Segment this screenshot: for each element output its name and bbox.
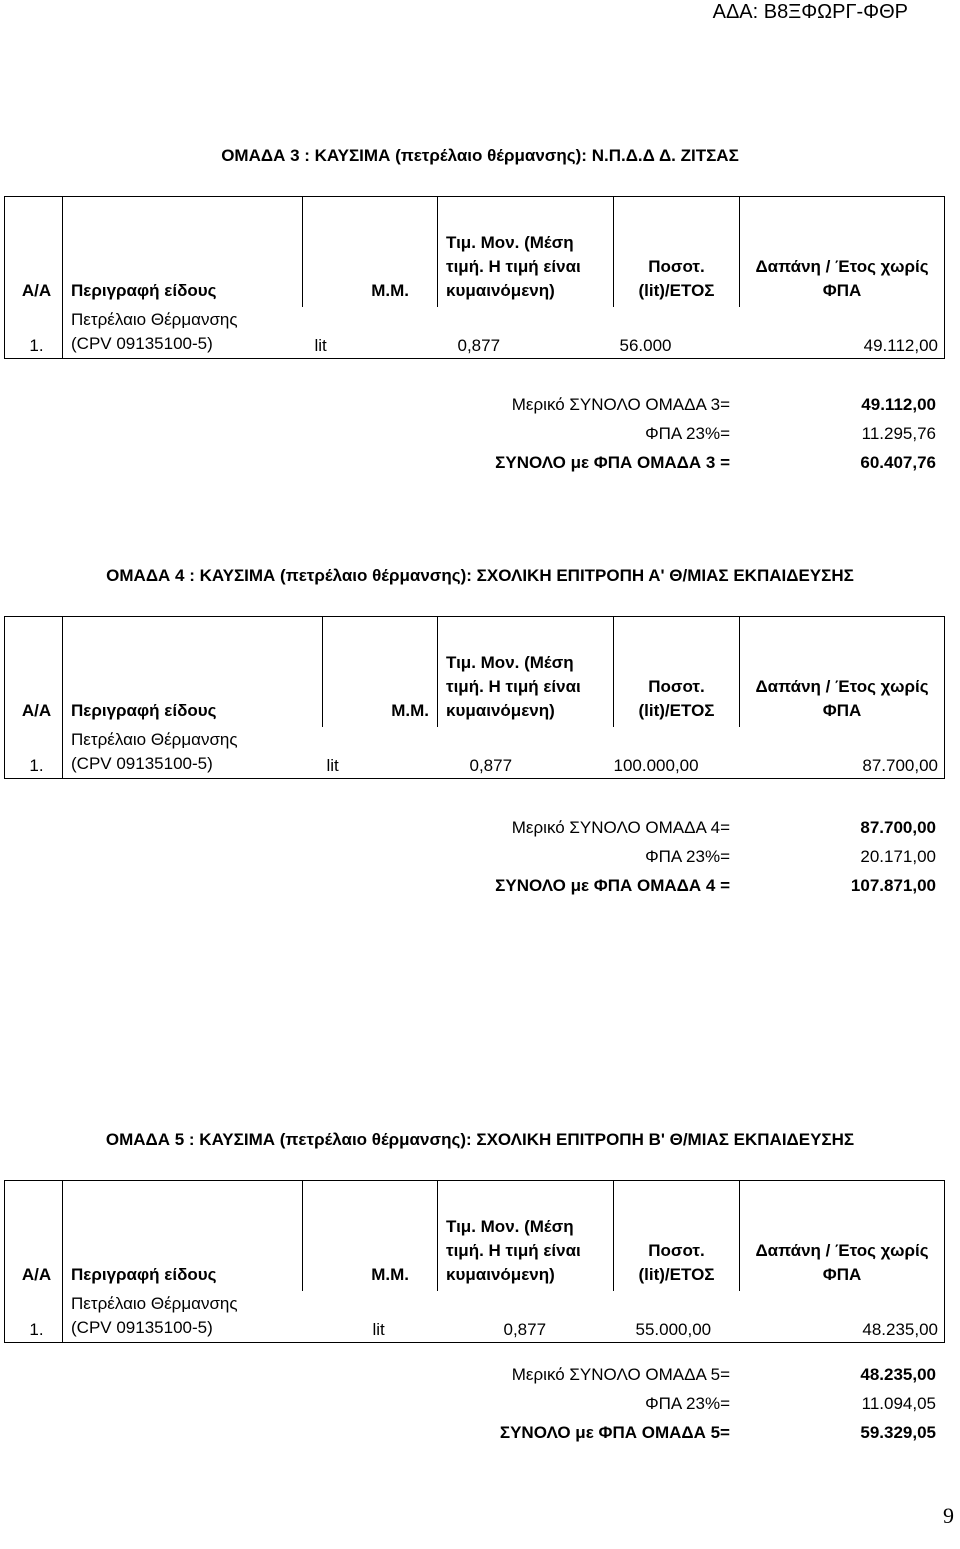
subtotal-label: Μερικό ΣΥΝΟΛΟ ΟΜΑΔΑ 3= [511,395,730,414]
subtotal-value: 49.112,00 [861,395,936,414]
vat-label: ΦΠΑ 23%= [645,847,730,866]
row-quantity: 56.000 [614,307,740,359]
subtotal-value: 87.700,00 [860,818,936,837]
header-quantity: Ποσοτ. (lit)/ΕΤΟΣ [614,1181,740,1291]
header-unit-price: Τιμ. Μον. (Μέση τιμή. Η τιμή είναι κυμαινόμενη) [438,1181,614,1291]
group-5-title: ΟΜΑΔΑ 5 : ΚΑΥΣΙΜΑ (πετρέλαιο θέρμανσης): ΣΧΟΛΙΚΗ ΕΠΙΤΡΟΠΗ Β' Θ/ΜΙΑΣ ΕΚΠΑΙΔΕΥΣΗΣ [105,1130,855,1149]
header-aa: Α/Α [5,617,63,727]
group-3-table [4,196,945,359]
group-4-title: ΟΜΑΔΑ 4 : ΚΑΥΣΙΜΑ (πετρέλαιο θέρμανσης): ΣΧΟΛΙΚΗ ΕΠΙΤΡΟΠΗ Α' Θ/ΜΙΑΣ ΕΚΠΑΙΔΕΥΣΗΣ [106,566,854,585]
row-quantity: 55.000,00 [614,1291,740,1343]
group-5-totals [400,1360,940,1447]
table-row [5,307,945,359]
row-cost: 48.235,00 [740,1291,945,1343]
header-cost: Δαπάνη / Έτος χωρίς ΦΠΑ [740,617,945,727]
total-value: 107.871,00 [850,876,936,895]
row-cost: 87.700,00 [740,727,945,779]
total-label: ΣΥΝΟΛΟ με ΦΠΑ ΟΜΑΔΑ 4 = [495,876,730,895]
row-unit-price: 0,877 [438,1291,614,1343]
header-quantity: Ποσοτ. (lit)/ΕΤΟΣ [614,617,740,727]
header-description: Περιγραφή είδους [63,617,323,727]
table-row [5,1291,945,1343]
row-cost: 49.112,00 [740,307,945,359]
total-label: ΣΥΝΟΛΟ με ΦΠΑ ΟΜΑΔΑ 5= [499,1423,730,1442]
subtotal-label: Μερικό ΣΥΝΟΛΟ ΟΜΑΔΑ 4= [511,818,730,837]
header-unit: Μ.Μ. [303,1181,438,1291]
row-unit: lit [303,307,438,359]
group-3-title: ΟΜΑΔΑ 3 : ΚΑΥΣΙΜΑ (πετρέλαιο θέρμανσης): Ν.Π.Δ.Δ Δ. ΖΙΤΣΑΣ [221,146,739,165]
header-unit: Μ.Μ. [303,197,438,307]
vat-value: 11.094,05 [861,1394,936,1413]
table-row [5,727,945,779]
row-description: Πετρέλαιο Θέρμανσης (CPV 09135100-5) [63,1291,303,1343]
row-aa: 1. [5,1291,63,1343]
table-header-row [5,617,945,727]
row-quantity: 100.000,00 [614,727,740,779]
row-description: Πετρέλαιο Θέρμανσης (CPV 09135100-5) [63,727,323,779]
group-3-totals [400,390,940,477]
group-4-table [4,616,945,779]
row-aa: 1. [5,307,63,359]
vat-label: ΦΠΑ 23%= [645,1394,730,1413]
header-unit-price: Τιμ. Μον. (Μέση τιμή. Η τιμή είναι κυμαινόμενη) [438,197,614,307]
row-unit-price: 0,877 [438,307,614,359]
ada-code: ΑΔΑ: Β8ΞΦΩΡΓ-ΦΘΡ [712,1,908,23]
vat-value: 11.295,76 [861,424,936,443]
row-unit: lit [303,1291,438,1343]
header-cost: Δαπάνη / Έτος χωρίς ΦΠΑ [740,1181,945,1291]
total-value: 60.407,76 [860,453,936,472]
row-unit: lit [323,727,438,779]
table-header-row [5,1181,945,1291]
header-unit-price: Τιμ. Μον. (Μέση τιμή. Η τιμή είναι κυμαινόμενη) [438,617,614,727]
total-label: ΣΥΝΟΛΟ με ΦΠΑ ΟΜΑΔΑ 3 = [495,453,730,472]
header-cost: Δαπάνη / Έτος χωρίς ΦΠΑ [740,197,945,307]
subtotal-value: 48.235,00 [860,1365,936,1384]
header-quantity: Ποσοτ. (lit)/ΕΤΟΣ [614,197,740,307]
header-unit: Μ.Μ. [323,617,438,727]
vat-label: ΦΠΑ 23%= [645,424,730,443]
header-description: Περιγραφή είδους [63,197,303,307]
header-description: Περιγραφή είδους [63,1181,303,1291]
row-description: Πετρέλαιο Θέρμανσης (CPV 09135100-5) [63,307,303,359]
page-number: 9 [943,1503,954,1528]
row-aa: 1. [5,727,63,779]
table-header-row [5,197,945,307]
subtotal-label: Μερικό ΣΥΝΟΛΟ ΟΜΑΔΑ 5= [511,1365,730,1384]
total-value: 59.329,05 [860,1423,936,1442]
group-4-totals [400,813,940,900]
vat-value: 20.171,00 [860,847,936,866]
header-aa: Α/Α [5,1181,63,1291]
header-aa: Α/Α [5,197,63,307]
group-5-table [4,1180,945,1343]
row-unit-price: 0,877 [438,727,614,779]
